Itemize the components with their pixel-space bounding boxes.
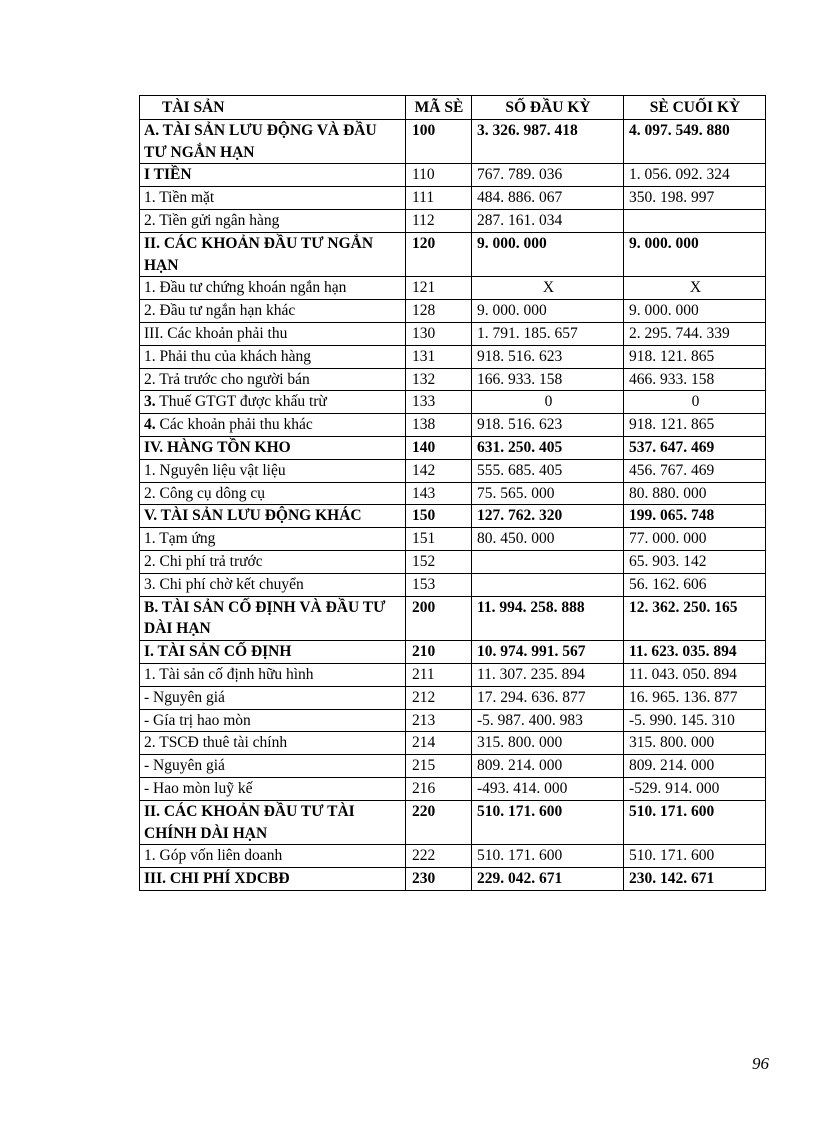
closing-balance-cell: 9. 000. 000 <box>624 232 766 277</box>
asset-cell: 1. Góp vốn liên doanh <box>140 845 406 868</box>
opening-balance-cell: 10. 974. 991. 567 <box>472 641 624 664</box>
table-row <box>140 732 766 755</box>
table-row <box>140 868 766 891</box>
table-row <box>140 300 766 323</box>
table-row <box>140 459 766 482</box>
closing-balance-cell: 56. 162. 606 <box>624 573 766 596</box>
code-cell: 153 <box>406 573 472 596</box>
code-cell: 142 <box>406 459 472 482</box>
opening-balance-cell: 555. 685. 405 <box>472 459 624 482</box>
opening-balance-cell: 3. 326. 987. 418 <box>472 119 624 164</box>
table-row <box>140 505 766 528</box>
code-cell: 120 <box>406 232 472 277</box>
closing-balance-cell: X <box>624 277 766 300</box>
opening-balance-cell: 127. 762. 320 <box>472 505 624 528</box>
code-cell: 211 <box>406 663 472 686</box>
table-row <box>140 391 766 414</box>
closing-balance-cell: 809. 214. 000 <box>624 755 766 778</box>
asset-cell: 1. Tạm ứng <box>140 528 406 551</box>
closing-balance-cell: 16. 965. 136. 877 <box>624 686 766 709</box>
opening-balance-cell: 510. 171. 600 <box>472 845 624 868</box>
asset-cell: 2. TSCĐ thuê tài chính <box>140 732 406 755</box>
asset-cell: V. TÀI SẢN LƯU ĐỘNG KHÁC <box>140 505 406 528</box>
code-cell: 151 <box>406 528 472 551</box>
table-row <box>140 414 766 437</box>
opening-balance-cell: 484. 886. 067 <box>472 187 624 210</box>
header-code: MÃ SÈ <box>406 96 472 120</box>
asset-cell: 3. Thuế GTGT được khấu trừ <box>140 391 406 414</box>
asset-cell: I TIỀN <box>140 164 406 187</box>
asset-cell: - Nguyên giá <box>140 755 406 778</box>
asset-cell: 1. Phải thu của khách hàng <box>140 345 406 368</box>
asset-cell: 2. Trả trước cho người bán <box>140 368 406 391</box>
opening-balance-cell: 1. 791. 185. 657 <box>472 322 624 345</box>
code-cell: 128 <box>406 300 472 323</box>
table-row <box>140 368 766 391</box>
closing-balance-cell: -529. 914. 000 <box>624 777 766 800</box>
asset-cell: 2. Công cụ dông cụ <box>140 482 406 505</box>
opening-balance-cell: 918. 516. 623 <box>472 345 624 368</box>
closing-balance-cell: 11. 623. 035. 894 <box>624 641 766 664</box>
table-row <box>140 641 766 664</box>
table-row <box>140 322 766 345</box>
code-cell: 110 <box>406 164 472 187</box>
opening-balance-cell: 510. 171. 600 <box>472 800 624 845</box>
asset-cell: 1. Tiền mặt <box>140 187 406 210</box>
table-row <box>140 596 766 641</box>
table-row <box>140 845 766 868</box>
code-cell: 133 <box>406 391 472 414</box>
closing-balance-cell: 456. 767. 469 <box>624 459 766 482</box>
opening-balance-cell <box>472 573 624 596</box>
code-cell: 220 <box>406 800 472 845</box>
opening-balance-cell: 9. 000. 000 <box>472 232 624 277</box>
asset-cell: 2. Đầu tư ngắn hạn khác <box>140 300 406 323</box>
asset-cell: II. CÁC KHOẢN ĐẦU TƯ TÀI CHÍNH DÀI HẠN <box>140 800 406 845</box>
asset-cell: 2. Chi phí trả trước <box>140 550 406 573</box>
code-cell: 212 <box>406 686 472 709</box>
opening-balance-cell: 287. 161. 034 <box>472 209 624 232</box>
opening-balance-cell: 17. 294. 636. 877 <box>472 686 624 709</box>
code-cell: 140 <box>406 436 472 459</box>
table-row <box>140 709 766 732</box>
code-cell: 152 <box>406 550 472 573</box>
table-row <box>140 345 766 368</box>
code-cell: 131 <box>406 345 472 368</box>
closing-balance-cell: 2. 295. 744. 339 <box>624 322 766 345</box>
code-cell: 216 <box>406 777 472 800</box>
closing-balance-cell: 510. 171. 600 <box>624 800 766 845</box>
closing-balance-cell: 9. 000. 000 <box>624 300 766 323</box>
asset-cell: - Nguyên giá <box>140 686 406 709</box>
closing-balance-cell: 537. 647. 469 <box>624 436 766 459</box>
opening-balance-cell <box>472 550 624 573</box>
table-row <box>140 209 766 232</box>
table-row <box>140 550 766 573</box>
opening-balance-cell: 631. 250. 405 <box>472 436 624 459</box>
asset-cell: 1. Nguyên liệu vật liệu <box>140 459 406 482</box>
code-cell: 132 <box>406 368 472 391</box>
code-cell: 200 <box>406 596 472 641</box>
code-cell: 150 <box>406 505 472 528</box>
table-row <box>140 686 766 709</box>
opening-balance-cell: -493. 414. 000 <box>472 777 624 800</box>
asset-cell: IV. HÀNG TỒN KHO <box>140 436 406 459</box>
code-cell: 210 <box>406 641 472 664</box>
code-cell: 121 <box>406 277 472 300</box>
opening-balance-cell: X <box>472 277 624 300</box>
closing-balance-cell: 77. 000. 000 <box>624 528 766 551</box>
code-cell: 230 <box>406 868 472 891</box>
item-number: 3. <box>144 393 156 411</box>
closing-balance-cell: 918. 121. 865 <box>624 414 766 437</box>
asset-cell: III. CHI PHÍ XDCBĐ <box>140 868 406 891</box>
table-row <box>140 187 766 210</box>
table-row <box>140 800 766 845</box>
item-number: 4. <box>144 416 156 434</box>
closing-balance-cell: 466. 933. 158 <box>624 368 766 391</box>
closing-balance-cell: 199. 065. 748 <box>624 505 766 528</box>
table-row <box>140 663 766 686</box>
opening-balance-cell: 9. 000. 000 <box>472 300 624 323</box>
closing-balance-cell: 1. 056. 092. 324 <box>624 164 766 187</box>
asset-cell: - Gía trị hao mòn <box>140 709 406 732</box>
asset-cell: B. TÀI SẢN CỐ ĐỊNH VÀ ĐẦU TƯ DÀI HẠN <box>140 596 406 641</box>
code-cell: 222 <box>406 845 472 868</box>
asset-cell: 1. Tài sản cố định hữu hình <box>140 663 406 686</box>
opening-balance-cell: 11. 994. 258. 888 <box>472 596 624 641</box>
code-cell: 130 <box>406 322 472 345</box>
header-asset: TÀI SẢN <box>140 96 406 120</box>
table-row <box>140 528 766 551</box>
asset-cell: II. CÁC KHOẢN ĐẦU TƯ NGẮN HẠN <box>140 232 406 277</box>
closing-balance-cell: 11. 043. 050. 894 <box>624 663 766 686</box>
closing-balance-cell: 65. 903. 142 <box>624 550 766 573</box>
closing-balance-cell: 918. 121. 865 <box>624 345 766 368</box>
opening-balance-cell: 767. 789. 036 <box>472 164 624 187</box>
asset-cell: A. TÀI SẢN LƯU ĐỘNG VÀ ĐẦU TƯ NGẮN HẠN <box>140 119 406 164</box>
closing-balance-cell: -5. 990. 145. 310 <box>624 709 766 732</box>
closing-balance-cell: 4. 097. 549. 880 <box>624 119 766 164</box>
opening-balance-cell: 809. 214. 000 <box>472 755 624 778</box>
code-cell: 111 <box>406 187 472 210</box>
table-row <box>140 232 766 277</box>
closing-balance-cell: 350. 198. 997 <box>624 187 766 210</box>
table-row <box>140 277 766 300</box>
opening-balance-cell: 75. 565. 000 <box>472 482 624 505</box>
page-number: 96 <box>752 1054 769 1073</box>
header-row <box>140 96 766 120</box>
asset-cell: 3. Chi phí chờ kết chuyển <box>140 573 406 596</box>
opening-balance-cell: 918. 516. 623 <box>472 414 624 437</box>
opening-balance-cell: 11. 307. 235. 894 <box>472 663 624 686</box>
header-opening: SỐ ĐẦU KỲ <box>472 96 624 120</box>
closing-balance-cell: 315. 800. 000 <box>624 732 766 755</box>
code-cell: 112 <box>406 209 472 232</box>
closing-balance-cell <box>624 209 766 232</box>
code-cell: 143 <box>406 482 472 505</box>
header-closing: SÈ CUỐI KỲ <box>624 96 766 120</box>
asset-cell: III. Các khoản phải thu <box>140 322 406 345</box>
asset-cell: 2. Tiền gửi ngân hàng <box>140 209 406 232</box>
code-cell: 213 <box>406 709 472 732</box>
table-row <box>140 755 766 778</box>
table-row <box>140 119 766 164</box>
table-row <box>140 482 766 505</box>
code-cell: 215 <box>406 755 472 778</box>
code-cell: 138 <box>406 414 472 437</box>
asset-cell: - Hao mòn luỹ kế <box>140 777 406 800</box>
opening-balance-cell: 80. 450. 000 <box>472 528 624 551</box>
balance-sheet-table <box>139 95 766 891</box>
opening-balance-cell: -5. 987. 400. 983 <box>472 709 624 732</box>
opening-balance-cell: 315. 800. 000 <box>472 732 624 755</box>
opening-balance-cell: 166. 933. 158 <box>472 368 624 391</box>
closing-balance-cell: 510. 171. 600 <box>624 845 766 868</box>
table-row <box>140 573 766 596</box>
code-cell: 214 <box>406 732 472 755</box>
opening-balance-cell: 229. 042. 671 <box>472 868 624 891</box>
closing-balance-cell: 12. 362. 250. 165 <box>624 596 766 641</box>
table-row <box>140 164 766 187</box>
asset-cell: 1. Đầu tư chứng khoán ngắn hạn <box>140 277 406 300</box>
closing-balance-cell: 0 <box>624 391 766 414</box>
table-row <box>140 777 766 800</box>
code-cell: 100 <box>406 119 472 164</box>
asset-cell: 4. Các khoản phải thu khác <box>140 414 406 437</box>
table-row <box>140 436 766 459</box>
closing-balance-cell: 80. 880. 000 <box>624 482 766 505</box>
asset-cell: I. TÀI SẢN CỐ ĐỊNH <box>140 641 406 664</box>
opening-balance-cell: 0 <box>472 391 624 414</box>
closing-balance-cell: 230. 142. 671 <box>624 868 766 891</box>
